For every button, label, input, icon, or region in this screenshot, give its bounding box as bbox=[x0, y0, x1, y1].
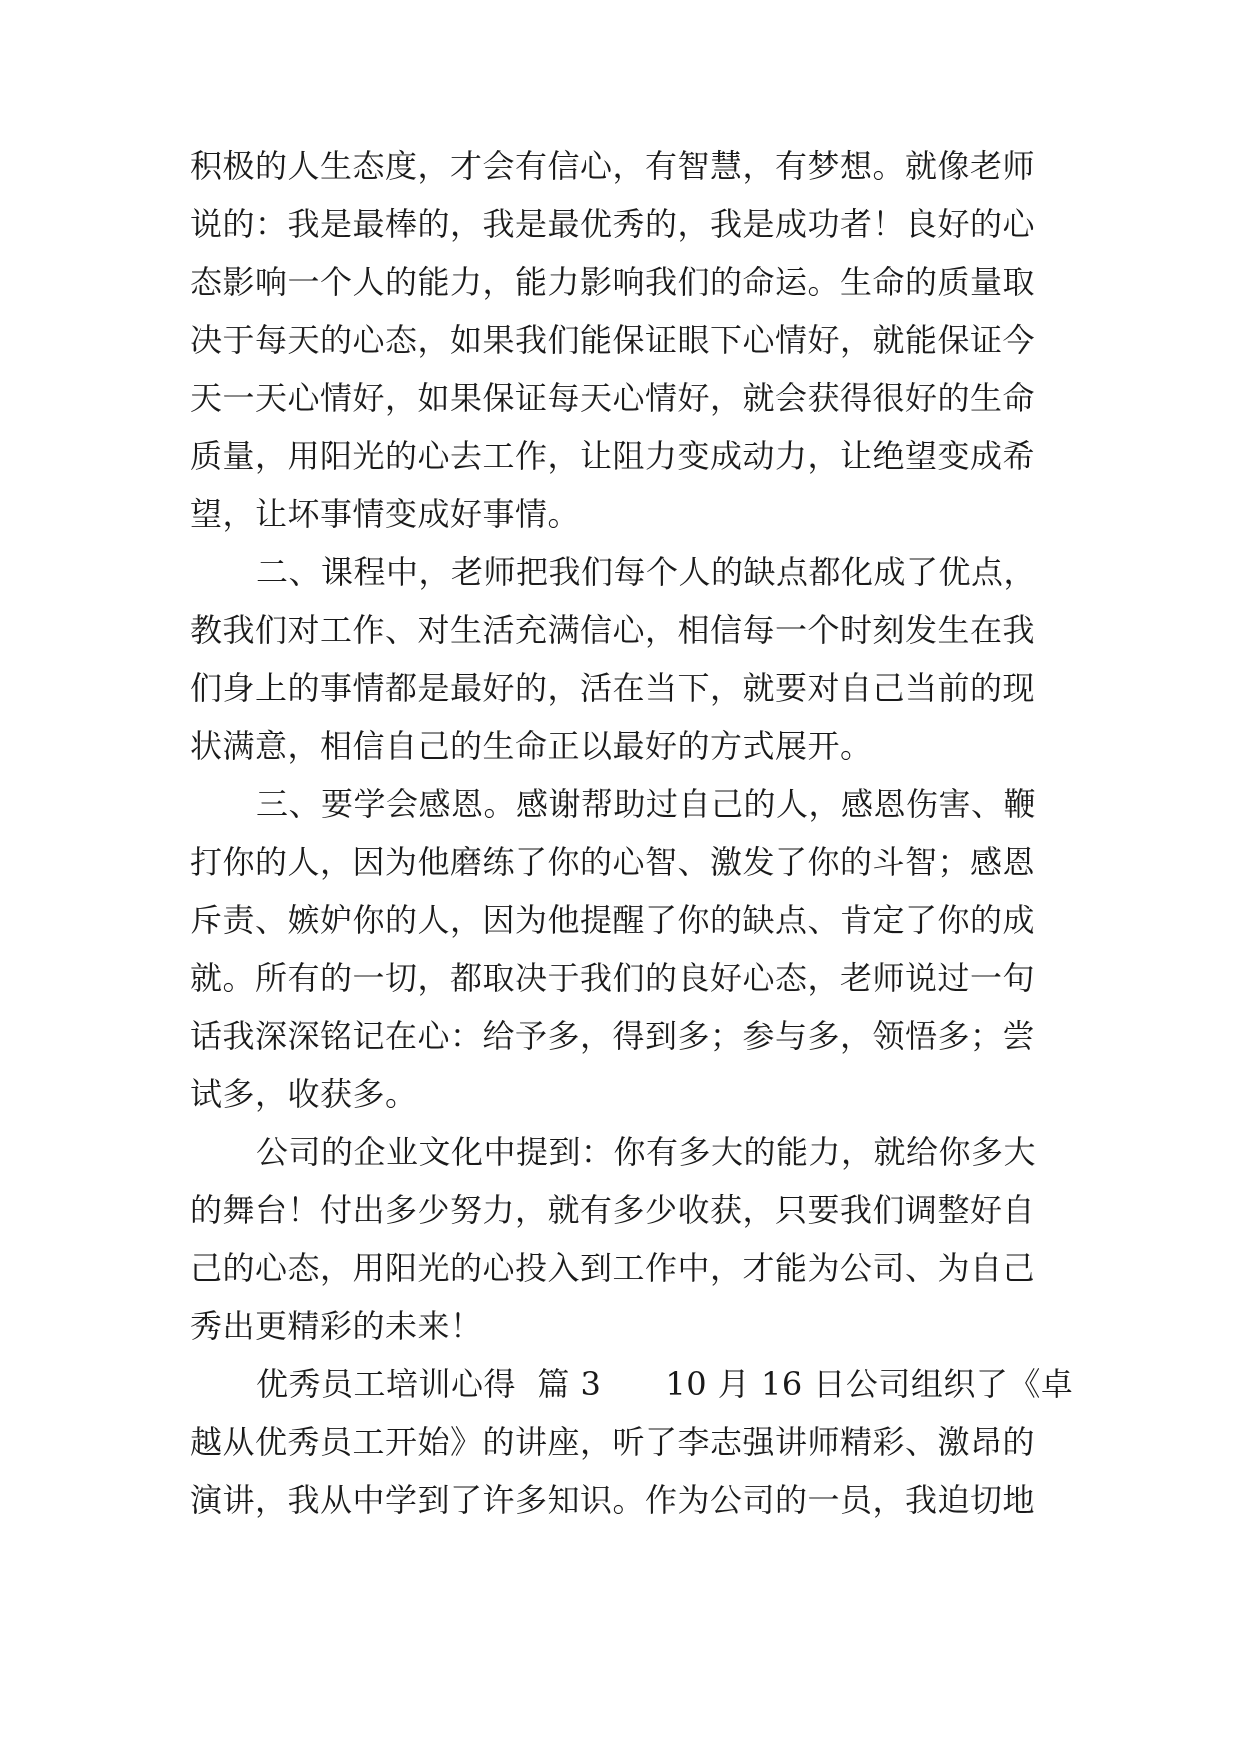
text-line: 们身上的事情都是最好的，活在当下，就要对自己当前的现 bbox=[190, 669, 1036, 707]
text-line: 说的：我是最棒的，我是最优秀的，我是成功者！良好的心 bbox=[190, 205, 1036, 243]
paragraph-start-line: 二、课程中，老师把我们每个人的缺点都化成了优点， bbox=[256, 553, 1037, 591]
text-line: 试多，收获多。 bbox=[190, 1075, 418, 1113]
text-line: 状满意，相信自己的生命正以最好的方式展开。 bbox=[190, 727, 873, 765]
text-line: 决于每天的心态，如果我们能保证眼下心情好，就能保证今 bbox=[190, 321, 1036, 359]
text-line: 打你的人，因为他磨练了你的心智、激发了你的斗智；感恩 bbox=[190, 843, 1036, 881]
text-line: 秀出更精彩的未来！ bbox=[190, 1307, 483, 1345]
section-heading-line: 优秀员工培训心得 篇 3 10 月 16 日公司组织了《卓 bbox=[256, 1365, 1074, 1403]
text-line: 天一天心情好，如果保证每天心情好，就会获得很好的生命 bbox=[190, 379, 1036, 417]
text-line: 态影响一个人的能力，能力影响我们的命运。生命的质量取 bbox=[190, 263, 1036, 301]
text-line: 望，让坏事情变成好事情。 bbox=[190, 495, 581, 533]
text-line: 话我深深铭记在心：给予多，得到多；参与多，领悟多；尝 bbox=[190, 1017, 1036, 1055]
paragraph-start-line: 公司的企业文化中提到：你有多大的能力，就给你多大 bbox=[256, 1133, 1037, 1171]
text-line: 教我们对工作、对生活充满信心，相信每一个时刻发生在我 bbox=[190, 611, 1036, 649]
text-line: 己的心态，用阳光的心投入到工作中，才能为公司、为自己 bbox=[190, 1249, 1036, 1287]
text-line: 积极的人生态度，才会有信心，有智慧，有梦想。就像老师 bbox=[190, 147, 1036, 185]
text-line: 的舞台！付出多少努力，就有多少收获，只要我们调整好自 bbox=[190, 1191, 1036, 1229]
paragraph-start-line: 三、要学会感恩。感谢帮助过自己的人，感恩伤害、鞭 bbox=[256, 785, 1037, 823]
text-line: 越从优秀员工开始》的讲座，听了李志强讲师精彩、激昂的 bbox=[190, 1423, 1036, 1461]
text-line: 就。所有的一切，都取决于我们的良好心态，老师说过一句 bbox=[190, 959, 1036, 997]
text-line: 质量，用阳光的心去工作，让阻力变成动力，让绝望变成希 bbox=[190, 437, 1036, 475]
text-line: 斥责、嫉妒你的人，因为他提醒了你的缺点、肯定了你的成 bbox=[190, 901, 1036, 939]
text-line: 演讲，我从中学到了许多知识。作为公司的一员，我迫切地 bbox=[190, 1481, 1036, 1519]
